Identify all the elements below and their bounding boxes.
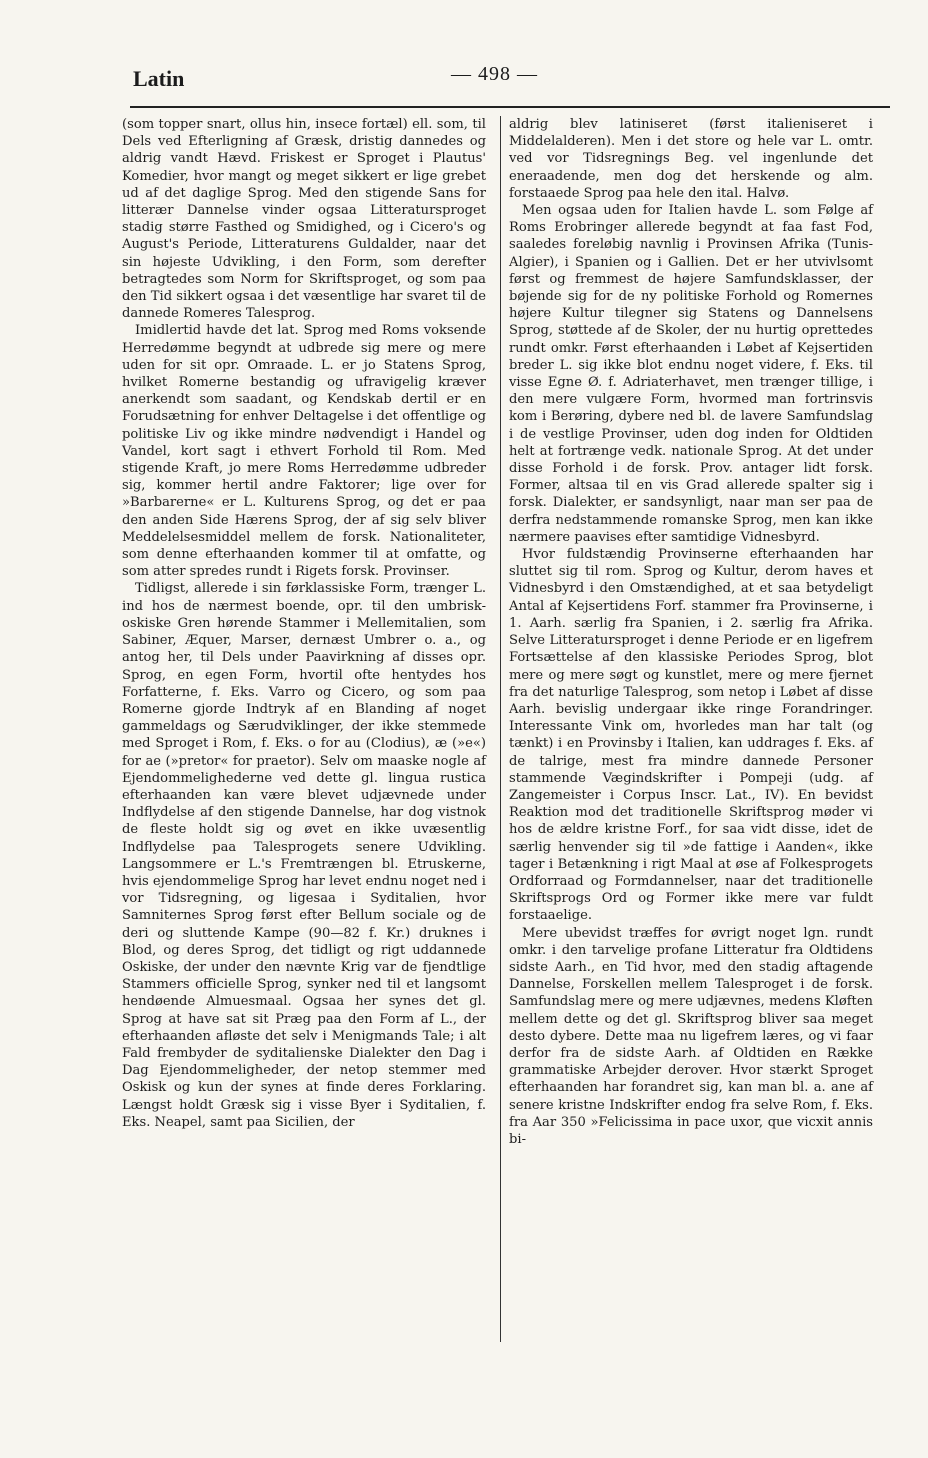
left-column — [122, 116, 486, 1131]
paragraph: Men ogsaa uden for Italien havde L. som Følge af Roms Erobringer allerede begyndt at faa fast Fod, saaledes foreløbig navnlig i Provinsen Afrika (Tunis-Algier), i Spanien og i Gallien. Det er her utvivlsomt først og fremmest de højere Samfundsklasser, der bøjende sig for de ny politiske Forhold og Romernes højere Kultur tilegner sig Statens og Dannelsens Sprog, støttede af de Skoler, der nu hurtig oprettedes rundt omkr. Først efterhaanden i Løbet af Kejsertiden breder L. sig ikke blot endnu noget videre, f. Eks. til visse Egne Ø. f. Adriaterhavet, men trænger tillige, i den mere vulgære Form, hvormed man fortrinsvis kom i Berøring, dybere ned bl. de lavere Samfundslag i de vestlige Provinser, uden dog inden for Oldtiden helt at fortrænge vedk. nationale Sprog. At det under disse Forhold i de forsk. Prov. antager lidt forsk. Former, altsaa til en vis Grad allerede spalter sig i forsk. Dialekter, er sandsynligt, naar man ser paa de derfra nedstammende romanske Sprog, men kan ikke nærmere paavises efter samtidige Vidnesbyrd. — [509, 203, 873, 545]
paragraph: Mere ubevidst træffes for øvrigt noget lgn. rundt omkr. i den tarvelige profane Litteratur fra Oldtidens sidste Aarh., en Tid hvor, med den stadig aftagende Dannelse, Forskellen mellem Talesproget i de forsk. Samfundslag mere og mere udjævnes, medens Kløften mellem dette og det gl. Skriftsprog bliver saa meget desto dybere. Dette maa nu ligefrem læres, og vi faar derfor fra de sidste Aarh. af Oldtiden en Række grammatiske Arbejder derover. Hvor stærkt Sproget efterhaanden har forandret sig, kan man bl. a. ane af senere kristne Indskrifter endog fra selve Rom, f. Eks. fra Aar 350 »Felicissima in pace uxor, que vicxit annis bi- — [509, 925, 873, 1147]
page-number: — 498 — — [451, 63, 538, 85]
paragraph: aldrig blev latiniseret (først italieniseret i Middelalderen). Men i det store og hele var L. omtr. ved vor Tidsregnings Beg. vel ingenlunde det eneraadende, men dog det herskende og alm. forstaaede Sprog paa hele den ital. Halvø. — [509, 117, 873, 201]
paragraph: Hvor fuldstændig Provinserne efterhaanden har sluttet sig til rom. Sprog og Kultur, derom haves et Vidnesbyrd i den Omstændighed, at et saa betydeligt Antal af Kejsertidens Forf. stammer fra Provinserne, i 1. Aarh. særlig fra Spanien, i 2. særlig fra Afrika. Selve Litteratursproget i denne Periode er en ligefrem Fortsættelse af den klassiske Periodes Sprog, blot mere og mere søgt og kunstlet, mere og mere fjernet fra det naturlige Talesprog, som netop i Løbet af disse Aarh. bevislig undergaar ikke ringe Forandringer. Interessante Vink om, hvorledes man har talt (og tænkt) i en Provinsby i Italien, kan uddrages f. Eks. af de talrige, mest fra mindre dannede Personer stammende Vægindskrifter i Pompeji (udg. af Zangemeister i Corpus Inscr. Lat., IV). En bevidst Reaktion mod det traditionelle Skriftsprog møder vi hos de ældre kristne Forf., for saa vidt disse, idet de særlig henvender sig til »de fattige i Aanden«, ikke tager i Betænkning i rigt Maal at øse af Folkesprogets Ordforraad og Formdannelser, naar det traditionelle Skriftsprogs Ord og Former ikke mere var fuldt forstaaelige. — [509, 547, 873, 924]
header-rule — [130, 106, 890, 108]
right-column — [509, 116, 873, 1148]
paragraph: Imidlertid havde det lat. Sprog med Roms voksende Herredømme begyndt at udbrede sig mere og mere uden for sit opr. Omraade. L. er jo Statens Sprog, hvilket Romerne bestandig og ufravigelig kræver anerkendt som saadant, og Kendskab dertil er en Forudsætning for enhver Deltagelse i det offentlige og politiske Liv og ikke mindre nødvendigt i Handel og Vandel, kort sagt i ethvert Forhold til Rom. Med stigende Kraft, jo mere Roms Herredømme udbreder sig, kommer hertil andre Faktorer; lige over for »Barbarerne« er L. Kulturens Sprog, og det er paa den anden Side Hærens Sprog, der af sig selv bliver Meddelelsesmiddel mellem de forsk. Nationaliteter, som denne efterhaanden kommer til at omfatte, og som atter spredes rundt i Rigets forsk. Provinser. — [122, 323, 486, 580]
paragraph: Tidligst, allerede i sin førklassiske Form, trænger L. ind hos de nærmest boende, opr. til den umbrisk-oskiske Gren hørende Stammer i Mellemitalien, som Sabiner, Æquer, Marser, dernæst Umbrer o. a., og antog her, til Dels under Paavirkning af disses opr. Sprog, en egen Form, hvortil ofte hentydes hos Forfatterne, f. Eks. Varro og Cicero, og som paa Romerne gjorde Indtryk af en Blanding af noget gammeldags og Særudviklinger, der ikke stemmede med Sproget i Rom, f. Eks. o for au (Clodius), æ (»e«) for ae (»pretor« for praetor). Selv om maaske nogle af Ejendommelighederne ved dette gl. lingua rustica efterhaanden kan være blevet udjævnede under Indflydelse af den stigende Dannelse, har dog vistnok de fleste holdt sig og øvet en ikke uvæsentlig Indflydelse paa Talesprogets senere Udvikling. Langsommere er L.'s Fremtrængen bl. Etruskerne, hvis ejendommelige Sprog har levet endnu noget ned i vor Tidsregning, og ligesaa i Syditalien, hvor Samniternes Sprog først efter Bellum sociale og de deri og sluttende Kampe (90—82 f. Kr.) druknes i Blod, og deres Sprog, det tidligt og rigt uddannede Oskiske, der under den nævnte Krig var de fjendtlige Stammers officielle Sprog, synker ned til et langsomt hendøende Almuesmaal. Ogsaa her synes det gl. Sprog at have sat sit Præg paa den Form af L., der efterhaanden afløste det selv i Menigmands Tale; i alt Fald frembyder de syditalienske Dialekter den Dag i Dag Ejendommeligheder, der netop stemmer med Oskisk og kun der synes at finde deres Forklaring. Længst holdt Græsk sig i visse Byer i Syditalien, f. Eks. Neapel, samt paa Sicilien, der — [122, 581, 486, 1130]
column-divider — [500, 116, 501, 1342]
paragraph: (som topper snart, ollus hin, insece fortæl) ell. som, til Dels ved Efterligning af Græsk, dristig dannedes og aldrig vandt Hævd. Friskest er Sproget i Plautus' Komedier, hvor mangt og meget sikkert er lige grebet ud af det daglige Sprog. Med den stigende Sans for litterær Dannelse vinder ogsaa Litteratursproget stadig større Fasthed og Smidighed, og i Cicero's og August's Periode, Litteraturens Guldalder, naar det sin højeste Udvikling, i den Form, som derefter betragtedes som Norm for Skriftsproget, og som paa den Tid sikkert ogsaa i det væsentlige har svaret til de dannede Romeres Talesprog. — [122, 117, 486, 322]
running-head-word: Latin — [133, 66, 185, 91]
